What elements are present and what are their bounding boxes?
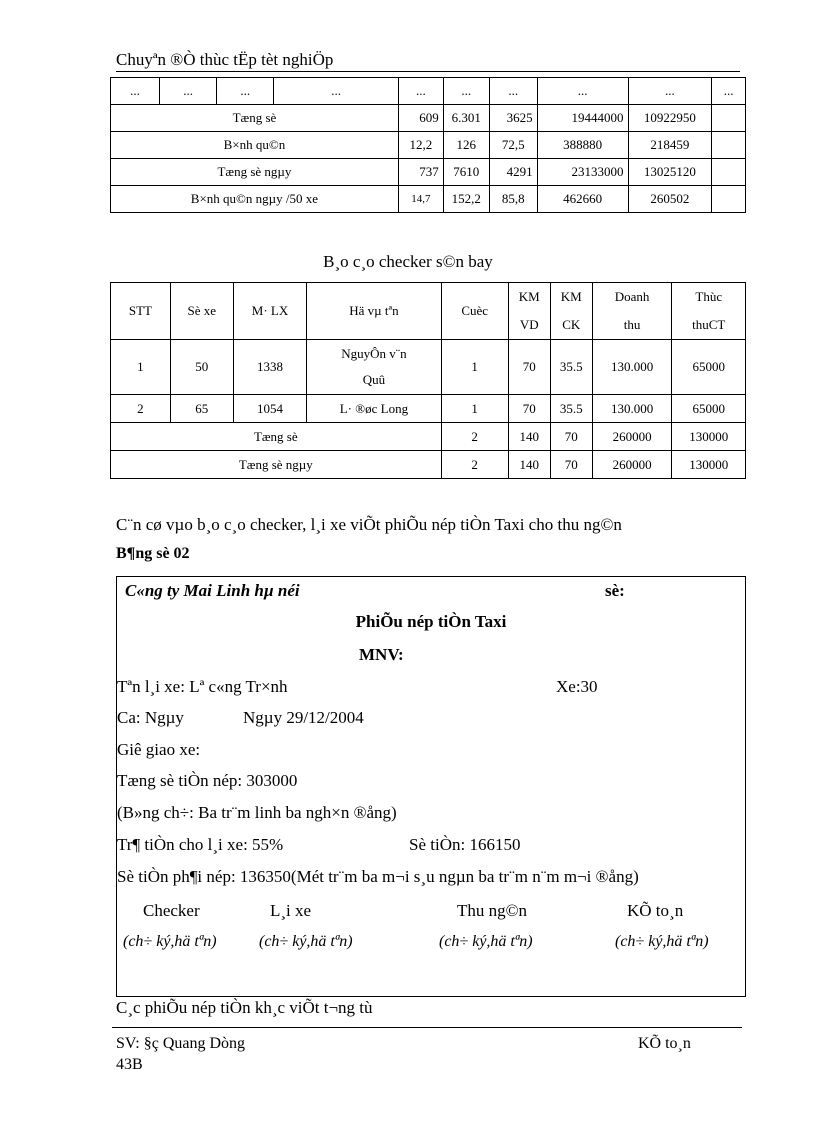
table-cell: 130000: [672, 451, 746, 479]
student-class: 43B: [116, 1056, 143, 1073]
row-label: Tæng sè: [111, 423, 442, 451]
table-cell: ...: [398, 78, 443, 105]
table-cell: [712, 132, 746, 159]
table-cell: 70: [550, 423, 592, 451]
table-cell: 4291: [489, 159, 537, 186]
name-line1: NguyÔn v¨n: [341, 346, 407, 361]
table-cell: [712, 159, 746, 186]
table-cell: 260000: [592, 423, 672, 451]
table-cell: ...: [712, 78, 746, 105]
table-cell: 13025120: [628, 159, 712, 186]
table-row: [111, 395, 746, 423]
header-divider: [116, 71, 740, 72]
table-cell: [712, 105, 746, 132]
table-cell: 260502: [628, 186, 712, 213]
table-row: [111, 186, 746, 213]
table-cell: 12,2: [398, 132, 443, 159]
table-cell: 35.5: [550, 395, 592, 423]
table-cell: 2: [441, 451, 508, 479]
table-cell: 70: [508, 395, 550, 423]
amount-in-words: (B»ng ch÷: Ba tr¨m linh ba ngh×n ®ång): [117, 803, 397, 822]
header-kmck-line1: KM: [560, 289, 582, 304]
student-name: SV: §ç Quang Dòng: [116, 1035, 246, 1052]
table-cell: 126: [443, 132, 489, 159]
table-cell: 152,2: [443, 186, 489, 213]
row-label: Tæng sè: [111, 105, 399, 132]
table-number-label: B¶ng sè 02: [116, 545, 190, 562]
row-label: Tæng sè ngµy: [111, 451, 442, 479]
company-name: C«ng ty Mai Linh hµ néi: [125, 581, 300, 600]
table-cell: 10922950: [628, 105, 712, 132]
table-cell: 70: [550, 451, 592, 479]
table-cell: ...: [160, 78, 217, 105]
table-cell: ...: [274, 78, 399, 105]
vehicle-number: Xe:30: [556, 677, 598, 696]
signer-checker: Checker: [143, 901, 200, 920]
table-cell: ...: [489, 78, 537, 105]
signer-cashier: Thu ng©n: [457, 901, 528, 920]
table-row: [111, 159, 746, 186]
footer-note: C¸c phiÕu nép tiÒn kh¸c viÕt t¬ng tù: [116, 998, 373, 1017]
header-doanhthu: [592, 283, 672, 340]
table-cell: 609: [398, 105, 443, 132]
table-cell: 1: [441, 395, 508, 423]
table-cell: ...: [217, 78, 274, 105]
mnv-label: MNV:: [359, 645, 404, 664]
header-hoten: Hä vµ tªn: [307, 283, 441, 340]
total-amount: Tæng sè tiÒn nép: 303000: [117, 771, 298, 790]
table-cell: 1: [441, 340, 508, 395]
header-kmvd-line2: VD: [519, 317, 539, 332]
table-row: [111, 340, 746, 395]
header-dt-line2: thu: [623, 317, 641, 332]
table-row: [111, 451, 746, 479]
table-cell: 218459: [628, 132, 712, 159]
driver-name: Tªn l¸i xe: Lª c«ng Tr×nh: [117, 677, 288, 696]
table-cell: 65000: [672, 395, 746, 423]
table-cell: L· ®øc Long: [307, 395, 441, 423]
checker-report-title: B¸o c¸o checker s©n bay: [323, 252, 493, 271]
header-stt: STT: [111, 283, 171, 340]
header-thucthu: [672, 283, 746, 340]
name-line2: Quû: [362, 372, 386, 387]
header-kmck: [550, 283, 592, 340]
table-row: [111, 132, 746, 159]
table-row: [111, 105, 746, 132]
header-malx: M· LX: [233, 283, 306, 340]
table-cell: ...: [111, 78, 160, 105]
header-cuoc: Cuèc: [441, 283, 508, 340]
sign-note-driver: (ch÷ ký,hä tªn): [259, 933, 353, 950]
table-cell: 1: [111, 340, 171, 395]
table-cell: 140: [508, 423, 550, 451]
driver-share: Tr¶ tiÒn cho l¸i xe: 55%: [117, 835, 284, 854]
table-row: [111, 423, 746, 451]
table-cell: 388880: [537, 132, 628, 159]
table-cell: 35.5: [550, 340, 592, 395]
receipt-date: Ngµy 29/12/2004: [243, 708, 364, 727]
footer-divider: [112, 1027, 742, 1028]
table-cell: 72,5: [489, 132, 537, 159]
table-cell: 50: [170, 340, 233, 395]
intro-paragraph: C¨n cø vµo b¸o c¸o checker, l¸i xe viÕt phiÕu nép tiÒn Taxi cho thu ng©n: [116, 515, 622, 534]
header-kmvd-line1: KM: [518, 289, 540, 304]
faculty-name: KÕ to¸n: [638, 1035, 691, 1052]
header-kmck-line2: CK: [562, 317, 581, 332]
table-cell: 2: [111, 395, 171, 423]
table-cell: 737: [398, 159, 443, 186]
table-cell: 1338: [233, 340, 306, 395]
summary-table: [110, 77, 746, 213]
payment-receipt: [116, 576, 746, 997]
header-kmvd: [508, 283, 550, 340]
sign-note-checker: (ch÷ ký,hä tªn): [123, 933, 217, 950]
header-tct-line2: thuCT: [692, 317, 726, 332]
table-cell: ...: [537, 78, 628, 105]
table-cell: 130.000: [592, 395, 672, 423]
table-cell: 65: [170, 395, 233, 423]
header-soxe: Sè xe: [170, 283, 233, 340]
table-cell: 1054: [233, 395, 306, 423]
table-cell: 7610: [443, 159, 489, 186]
handover-time: Giê giao xe:: [117, 740, 201, 759]
receipt-number-label: sè:: [605, 581, 625, 600]
table-cell: ...: [628, 78, 712, 105]
table-cell: 65000: [672, 340, 746, 395]
table-cell: 260000: [592, 451, 672, 479]
table-cell: 85,8: [489, 186, 537, 213]
driver-amount: Sè tiÒn: 166150: [409, 835, 521, 854]
receipt-title: PhiÕu nép tiÒn Taxi: [355, 612, 507, 631]
row-label: B×nh qu©n: [111, 132, 399, 159]
checker-report-table: [110, 282, 746, 479]
table-cell: 14,7: [398, 186, 443, 213]
signer-driver: L¸i xe: [270, 901, 312, 920]
signer-accountant: KÕ to¸n: [627, 901, 684, 920]
sign-note-accountant: (ch÷ ký,hä tªn): [615, 933, 709, 950]
table-cell: ...: [443, 78, 489, 105]
amount-due: Sè tiÒn ph¶i nép: 136350(Mét tr¨m ba m¬i s¸u ngµn ba tr¨m n¨m m¬i ®ång): [117, 867, 639, 886]
table-header-row: [111, 283, 746, 340]
shift: Ca: Ngµy: [117, 708, 184, 727]
table-cell: 19444000: [537, 105, 628, 132]
table-cell: [307, 340, 441, 395]
header-tct-line1: Thùc: [695, 289, 723, 304]
table-cell: 3625: [489, 105, 537, 132]
table-cell: [712, 186, 746, 213]
table-cell: 23133000: [537, 159, 628, 186]
table-cell: 130000: [672, 423, 746, 451]
table-cell: 130.000: [592, 340, 672, 395]
row-label: Tæng sè ngµy: [111, 159, 399, 186]
row-label: B×nh qu©n ngµy /50 xe: [111, 186, 399, 213]
table-cell: 140: [508, 451, 550, 479]
table-cell: 70: [508, 340, 550, 395]
sign-note-cashier: (ch÷ ký,hä tªn): [439, 933, 533, 950]
page-header-title: Chuyªn ®Ò thùc tËp tèt nghiÖp: [116, 50, 334, 69]
header-dt-line1: Doanh: [614, 289, 650, 304]
table-row: [111, 78, 746, 105]
table-cell: 2: [441, 423, 508, 451]
table-cell: 462660: [537, 186, 628, 213]
table-cell: 6.301: [443, 105, 489, 132]
